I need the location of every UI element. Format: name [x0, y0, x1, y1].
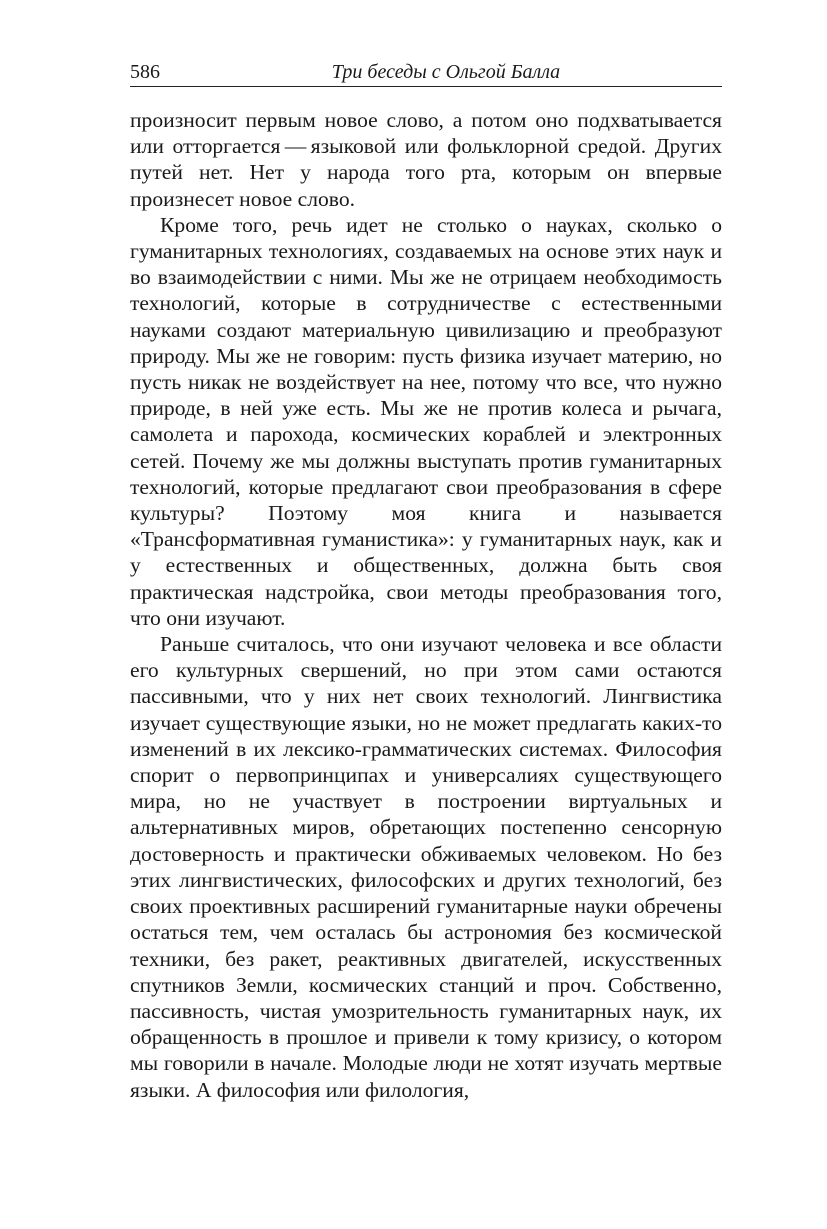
paragraph: Кроме того, речь идет не столько о науках, сколько о гуманитарных технологиях, создаваемых на основе этих наук и во взаимодействии с ними. Мы же не отрицаем необходимость технологий, которые в сотрудничестве с естественными науками создают материальную цивилизацию и преобразуют природу. Мы же не говорим: пусть физика изучает материю, но пусть никак не воздействует на нее, потому что все, что нужно природе, в ней уже есть. Мы же не против колеса и рычага, самолета и парохода, космических кораблей и электронных сетей. Почему же мы должны выступать против гуманитарных технологий, которые предлагают свои преобразования в сфере культуры? Поэтому моя книга и называется «Трансформативная гуманистика»: у гуманитарных наук, как и у естественных и общественных, должна быть своя практическая надстройка, свои методы преобразования того, что они изучают.	[130, 212, 722, 630]
book-page	[130, 58, 722, 1103]
running-head	[130, 58, 722, 87]
page-number: 586	[130, 61, 160, 83]
paragraph: Раньше считалось, что они изучают человека и все области его культурных свершений, но при этом сами остаются пассивными, что у них нет своих технологий. Лингвистика изучает существующие языки, но не может предлагать каких-то изменений в их лексико-грамматических системах. Философия спорит о первопринципах и универсалиях существующего мира, но не участвует в построении виртуальных и альтернативных миров, обретающих постепенно сенсорную достоверность и практически обживаемых человеком. Но без этих лингвистических, философских и других технологий, без своих проективных расширений гуманитарные науки обречены остаться тем, чем осталась бы астрономия без космической техники, без ракет, реактивных двигателей, искусственных спутников Земли, космических станций и проч. Собственно, пассивность, чистая умозрительность гуманитарных наук, их обращенность в прошлое и привели к тому кризису, о котором мы говорили в начале. Молодые люди не хотят изучать мертвые языки. А философия или филология,	[130, 632, 722, 1102]
body-text	[130, 107, 722, 1103]
paragraph-continued: произносит первым новое слово, а потом оно подхватывается или отторгается — языковой или фольклорной средой. Других путей нет. Нет у народа того рта, которым он впервые произнесет новое слово.	[130, 108, 722, 211]
running-title: Три беседы с Ольгой Балла	[331, 61, 561, 83]
